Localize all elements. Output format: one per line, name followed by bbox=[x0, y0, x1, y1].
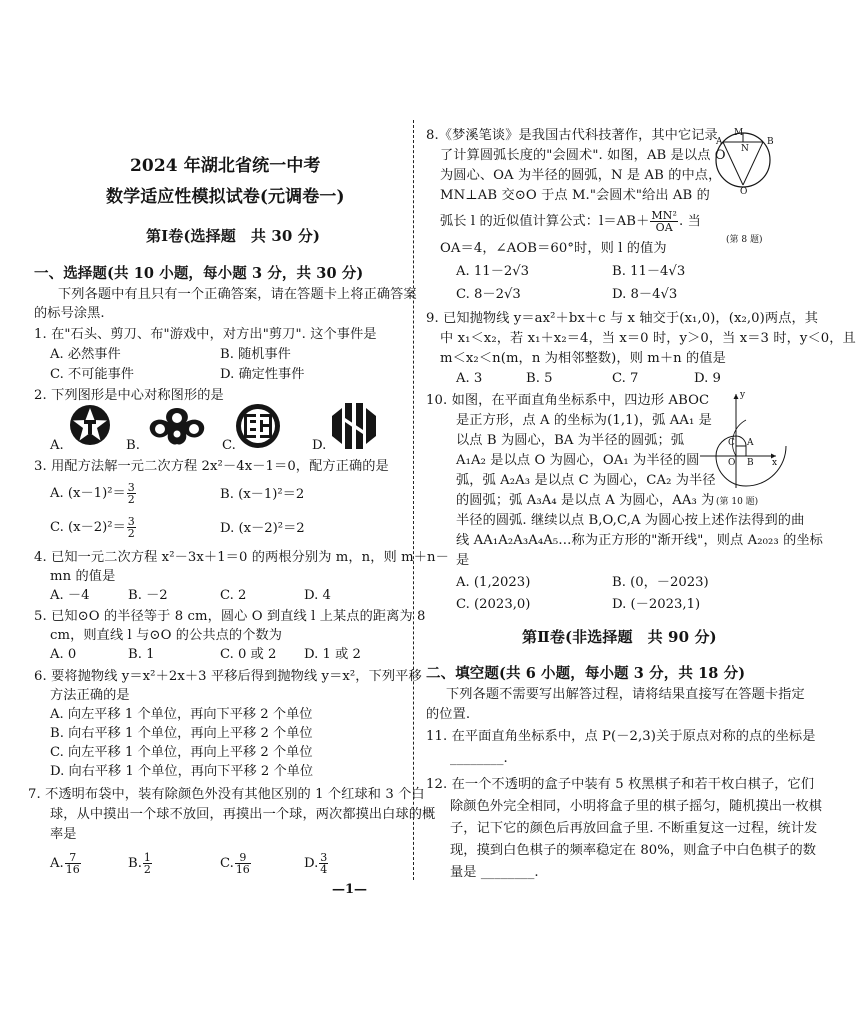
q5-option-a: A. 0 bbox=[50, 647, 77, 662]
q8-line1: 8.《梦溪笔谈》是我国古代科技著作，其中它记录 bbox=[426, 128, 718, 143]
q3-option-b: B. (x－1)²＝2 bbox=[220, 487, 305, 502]
q8-formula-tail: . 当 bbox=[678, 214, 701, 229]
q8-option-b: B. 11－4√3 bbox=[612, 264, 686, 279]
q9-option-c: C. 7 bbox=[612, 371, 639, 386]
q10-fig-label-y: y bbox=[740, 390, 746, 400]
q10-line2: 是正方形，点 A 的坐标为(1,1)，弧 AA₁ 是 bbox=[456, 413, 712, 428]
q5-stem-line1: 5. 已知⊙O 的半径等于 8 cm，圆心 O 到直线 l 上某点的距离为 8 bbox=[34, 609, 426, 624]
q3-stem: 3. 用配方法解一元二次方程 2x²－4x－1＝0，配方正确的是 bbox=[34, 459, 389, 474]
q2-stem: 2. 下列图形是中心对称图形的是 bbox=[34, 388, 224, 403]
q7-option-a-denominator: 16 bbox=[65, 863, 80, 876]
q8-formula-fraction bbox=[650, 210, 678, 233]
q7-option-d bbox=[304, 852, 329, 875]
q11-line1: 11. 在平面直角坐标系中，点 P(－2,3)关于原点对称的点的坐标是 bbox=[426, 729, 816, 744]
q8-line3: 为圆心、OA 为半径的圆弧，N 是 AB 的中点， bbox=[440, 168, 722, 183]
q12-line5: 量是 ________. bbox=[450, 865, 539, 880]
q8-fig-label-b: B bbox=[767, 137, 774, 147]
shield-pillars-icon bbox=[328, 400, 380, 452]
q8-line6: OA＝4，∠AOB＝60°时，则 l 的值为 bbox=[440, 241, 667, 256]
q7-option-c-label: C. bbox=[220, 856, 234, 871]
maze-seal-icon bbox=[234, 402, 282, 450]
q8-line5 bbox=[440, 210, 701, 233]
q3-option-c bbox=[50, 516, 137, 539]
q1-option-b: B. 随机事件 bbox=[220, 347, 291, 362]
q7-option-b-denominator: 2 bbox=[143, 863, 151, 876]
q8-formula-numerator: MN² bbox=[651, 209, 677, 222]
q10-fig-label-o: O bbox=[728, 458, 736, 468]
column-divider bbox=[413, 120, 414, 880]
q7-option-c-fraction bbox=[235, 852, 251, 875]
q3-option-a-numerator: 3 bbox=[127, 481, 135, 494]
q8-fig-caption: (第 8 题) bbox=[726, 235, 763, 245]
q10-fig-label-a: A bbox=[747, 438, 754, 448]
q7-option-b-numerator: 1 bbox=[143, 851, 151, 864]
q1-option-a: A. 必然事件 bbox=[50, 347, 121, 362]
q10-line8: 线 AA₁A₂A₃A₄A₅…称为正方形的"渐开线"，则点 A₂₀₂₃ 的坐标 bbox=[456, 533, 823, 548]
q3-option-a-fraction bbox=[127, 482, 136, 505]
q9-option-d: D. 9 bbox=[694, 371, 721, 386]
q7-option-b bbox=[128, 852, 153, 875]
exam-title-line1: 2024 年湖北省统一中考 bbox=[130, 156, 321, 176]
q7-option-d-label: D. bbox=[304, 856, 319, 871]
q2-option-c: C. bbox=[222, 438, 236, 453]
q10-option-a: A. (1,2023) bbox=[456, 575, 531, 590]
section1-instruction-line2: 的标号涂黑. bbox=[34, 306, 105, 321]
q10-fig-caption: (第 10 题) bbox=[716, 497, 759, 507]
q7-option-a bbox=[50, 852, 82, 875]
q10-fig-label-c: C bbox=[728, 438, 735, 448]
q12-line3: 子，记下它的颜色后再放回盒子里. 不断重复这一过程，统计发 bbox=[450, 821, 818, 836]
q8-formula-denominator: OA bbox=[655, 221, 673, 234]
q10-line9: 是 bbox=[456, 553, 470, 568]
q6-option-c: C. 向左平移 1 个单位，再向上平移 2 个单位 bbox=[50, 745, 313, 760]
star-in-circle-icon bbox=[68, 402, 112, 448]
q9-line3: m＜x₂＜n(m，n 为相邻整数)，则 m＋n 的值是 bbox=[440, 351, 726, 366]
q7-option-a-label: A. bbox=[50, 856, 64, 871]
section2-heading: 二、填空题(共 6 小题，每小题 3 分，共 18 分) bbox=[426, 665, 746, 682]
q7-stem-line2: 球，从中摸出一个球不放回，再摸出一个球，两次都摸出白球的概 bbox=[50, 807, 436, 822]
q3-option-a bbox=[50, 482, 137, 505]
q10-line3: 以点 B 为圆心，BA 为半径的圆弧；弧 bbox=[456, 433, 685, 448]
q3-option-a-denominator: 2 bbox=[127, 493, 135, 506]
q9-line2: 中 x₁＜x₂，若 x₁＋x₂＝4，当 x＝0 时，y＞0，当 x＝3 时，y＜0，且 bbox=[440, 331, 856, 346]
q10-option-d: D. (－2023,1) bbox=[612, 597, 701, 612]
q7-option-d-denominator: 4 bbox=[320, 863, 328, 876]
q2-option-d: D. bbox=[312, 438, 327, 453]
q10-line4: A₁A₂ 是以点 O 为圆心，OA₁ 为半径的圆 bbox=[456, 453, 700, 468]
q6-stem-line2: 方法正确的是 bbox=[50, 688, 130, 703]
section2-instruction-line1: 下列各题不需要写出解答过程，请将结果直接写在答题卡指定 bbox=[446, 687, 805, 702]
q5-option-b: B. 1 bbox=[128, 647, 155, 662]
q10-line7: 半径的圆弧. 继续以点 B,O,C,A 为圆心按上述作法得到的曲 bbox=[456, 513, 805, 528]
q9-option-a: A. 3 bbox=[456, 371, 483, 386]
section1-instruction-line1: 下列各题中有且只有一个正确答案，请在答题卡上将正确答案 bbox=[58, 287, 417, 302]
page-number: —1— bbox=[332, 882, 368, 897]
q1-stem: 1. 在"石头、剪刀、布"游戏中，对方出"剪刀". 这个事件是 bbox=[34, 327, 377, 342]
q8-fig-label-m: M bbox=[734, 128, 744, 138]
q5-option-c: C. 0 或 2 bbox=[220, 647, 277, 662]
q6-stem-line1: 6. 要将抛物线 y＝x²＋2x＋3 平移后得到抛物线 y＝x²，下列平移 bbox=[34, 669, 422, 684]
q10-line1: 10. 如图，在平面直角坐标系中，四边形 ABOC bbox=[426, 393, 710, 408]
q12-line4: 现，摸到白色棋子的频率稳定在 80%，则盒子中白色棋子的数 bbox=[450, 843, 817, 858]
q7-option-a-fraction bbox=[65, 852, 81, 875]
q8-option-c: C. 8－2√3 bbox=[456, 287, 521, 302]
exam-title-line2: 数学适应性模拟试卷(元调卷一) bbox=[106, 187, 345, 207]
q7-option-d-fraction bbox=[319, 852, 328, 875]
q9-option-b: B. 5 bbox=[526, 371, 553, 386]
q9-line1: 9. 已知抛物线 y＝ax²＋bx＋c 与 x 轴交于(x₁,0)，(x₂,0)两点，其 bbox=[426, 311, 819, 326]
q3-option-a-text: A. (x－1)²＝ bbox=[50, 486, 126, 501]
section2-instruction-line2: 的位置. bbox=[426, 707, 471, 722]
q10-involute-figure bbox=[696, 390, 778, 490]
q7-option-c-denominator: 16 bbox=[235, 863, 250, 876]
q10-line6: 的圆弧；弧 A₃A₄ 是以点 A 为圆心，AA₃ 为 bbox=[456, 493, 715, 508]
q5-stem-line2: cm，则直线 l 与⊙O 的公共点的个数为 bbox=[50, 628, 283, 643]
q5-option-d: D. 1 或 2 bbox=[304, 647, 361, 662]
q8-option-d: D. 8－4√3 bbox=[612, 287, 678, 302]
q4-stem-line1: 4. 已知一元二次方程 x²－3x＋1＝0 的两根分别为 m，n，则 m＋n－ bbox=[34, 550, 449, 565]
q10-option-c: C. (2023,0) bbox=[456, 597, 531, 612]
q10-option-b: B. (0，－2023) bbox=[612, 575, 709, 590]
q7-option-c bbox=[220, 852, 252, 875]
q7-option-b-fraction bbox=[143, 852, 152, 875]
q1-option-c: C. 不可能事件 bbox=[50, 367, 134, 382]
q3-option-c-denominator: 2 bbox=[127, 527, 135, 540]
part2-title: 第Ⅱ卷(非选择题 共 90 分) bbox=[522, 628, 717, 646]
q8-line2: 了计算圆弧长度的"会圆术". 如图，AB 是以点 O bbox=[440, 148, 726, 163]
q7-option-a-numerator: 7 bbox=[65, 852, 81, 864]
section1-heading: 一、选择题(共 10 小题，每小题 3 分，共 30 分) bbox=[34, 265, 364, 282]
q3-option-c-fraction bbox=[127, 516, 136, 539]
q4-stem-line2: mn 的值是 bbox=[50, 569, 116, 584]
q1-option-d: D. 确定性事件 bbox=[220, 367, 305, 382]
q8-option-a: A. 11－2√3 bbox=[456, 264, 530, 279]
q2-option-b: B. bbox=[126, 438, 140, 453]
q8-line4: MN⊥AB 交⊙O 于点 M."会圆术"给出 AB 的 bbox=[440, 188, 710, 203]
q7-option-c-numerator: 9 bbox=[235, 852, 251, 864]
q11-answer-blank: ________. bbox=[450, 751, 508, 766]
q7-option-d-numerator: 3 bbox=[320, 851, 328, 864]
q4-option-b: B. －2 bbox=[128, 588, 168, 603]
q8-fig-label-n: N bbox=[741, 144, 749, 154]
q3-option-d: D. (x－2)²＝2 bbox=[220, 521, 305, 536]
q12-line1: 12. 在一个不透明的盒子中装有 5 枚黑棋子和若干枚白棋子，它们 bbox=[426, 777, 815, 792]
q4-option-a: A. －4 bbox=[50, 588, 90, 603]
q8-fig-label-a: A bbox=[716, 137, 723, 147]
q7-stem-line1: 7. 不透明布袋中，装有除颜色外没有其他区别的 1 个红球和 3 个白 bbox=[28, 787, 425, 802]
q7-option-b-label: B. bbox=[128, 856, 142, 871]
q3-option-c-text: C. (x－2)²＝ bbox=[50, 520, 126, 535]
q8-fig-label-o: O bbox=[740, 187, 748, 197]
part1-title: 第Ⅰ卷(选择题 共 30 分) bbox=[146, 227, 321, 245]
q12-line2: 除颜色外完全相同，小明将盒子里的棋子摇匀，随机摸出一枚棋 bbox=[450, 799, 823, 814]
q10-fig-label-b: B bbox=[747, 458, 754, 468]
q7-stem-line3: 率是 bbox=[50, 827, 77, 842]
q3-option-c-numerator: 3 bbox=[127, 515, 135, 528]
q4-option-c: C. 2 bbox=[220, 588, 247, 603]
q6-option-b: B. 向右平移 1 个单位，再向上平移 2 个单位 bbox=[50, 726, 313, 741]
q10-fig-label-x: x bbox=[772, 458, 778, 468]
q6-option-d: D. 向右平移 1 个单位，再向下平移 2 个单位 bbox=[50, 764, 314, 779]
q6-option-a: A. 向左平移 1 个单位，再向下平移 2 个单位 bbox=[50, 707, 313, 722]
q8-formula-text: 弧长 l 的近似值计算公式：l＝AB＋ bbox=[440, 214, 650, 229]
q10-line5: 弧，弧 A₂A₃ 是以点 C 为圆心，CA₂ 为半径 bbox=[456, 473, 716, 488]
q4-option-d: D. 4 bbox=[304, 588, 331, 603]
q2-option-a: A. bbox=[50, 438, 64, 453]
trefoil-cloud-icon bbox=[144, 404, 210, 448]
